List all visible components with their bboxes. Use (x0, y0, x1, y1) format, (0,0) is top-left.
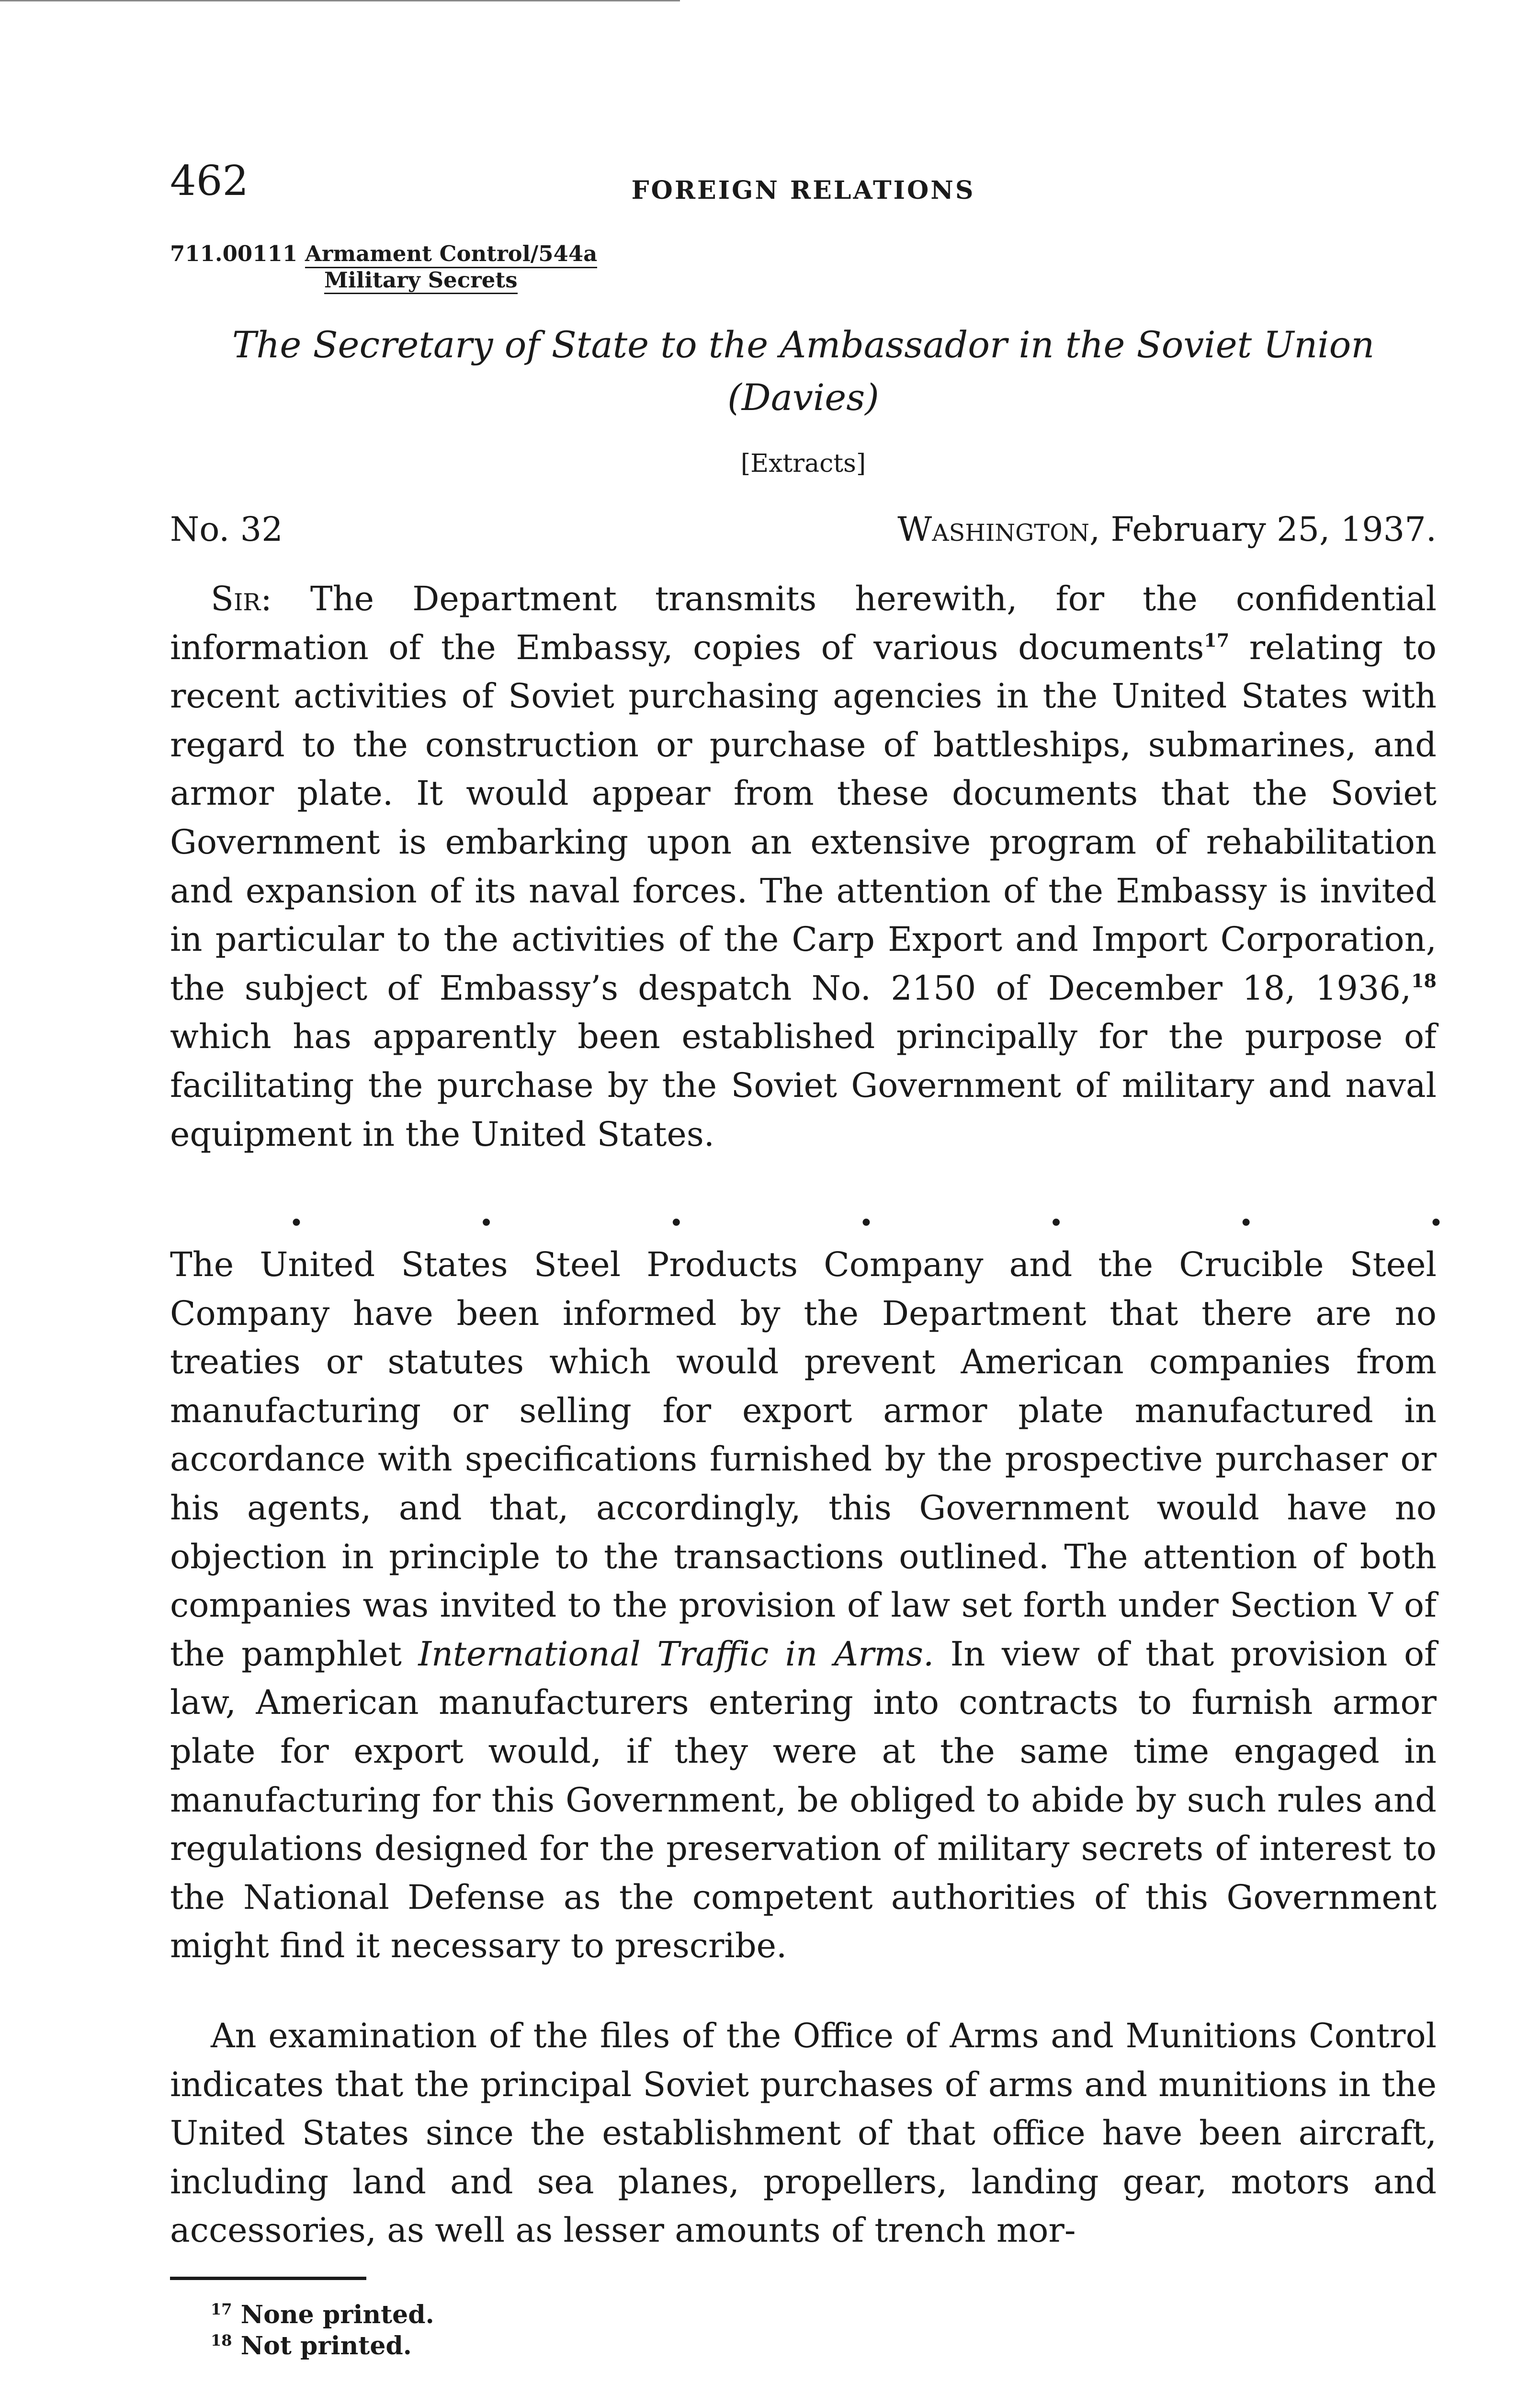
place: Washington (897, 510, 1089, 549)
ellipsis-dot: . (479, 1189, 493, 1234)
page-number: 462 (170, 157, 249, 205)
footnote-18 (211, 2330, 434, 2361)
footnote-ref-17: 17 (1204, 629, 1230, 651)
file-reference-prefix: 711.00111 (170, 241, 305, 266)
salutation: Sir (211, 579, 261, 618)
document-title-line-2: (Davies) (727, 376, 879, 419)
top-edge-rule (0, 0, 680, 1)
ellipsis-dot: . (859, 1189, 873, 1234)
document-title-line-1: The Secretary of State to the Ambassador in the Soviet Union (232, 323, 1375, 366)
paragraph-2-text-b: In view of that provision of law, American manufacturers entering into contracts to furnish armor plate for export would, if they were at the same time engaged in manufacturing for this Government, be obliged to abide by such rules and regulations designed for the preservation of military secrets of interest to the National Defense as the competent authorities of this Government might find it necessary to prescribe. (170, 1634, 1437, 1966)
file-reference (170, 242, 597, 294)
paragraph-3: An examination of the files of the Office of Arms and Munitions Control indicates that the principal Soviet purchases of arms and munitions in the United States since the establishment of that office have been aircraft, including land and sea planes, propellers, landing gear, motors and accessories, as well as lesser amounts of trench mor- (170, 2016, 1437, 2250)
paragraph-1-text-a: : The Department transmits herewith, for the confidential information of the Embassy, copies of various documents (170, 579, 1437, 667)
footnote-text: Not printed. (240, 2331, 412, 2361)
paragraph-1 (170, 575, 1437, 1159)
date: , February 25, 1937. (1089, 510, 1437, 549)
omission-ellipsis (290, 1189, 1443, 1234)
ellipsis-dot: . (1239, 1189, 1253, 1234)
file-reference-sub (170, 268, 597, 295)
document-title (170, 319, 1437, 424)
paragraph-1-text-b: relating to recent activities of Soviet purchasing agencies in the United States with regard to the construction or purchase of battleships, submarines, and armor plate. It would appear from these documents that the Soviet Government is embarking upon an extensive program of rehabilitation and expansion of its naval forces. The attention of the Embassy is invited in particular to the activities of the Carp Export and Import Corporation, the subject of Embassy’s despatch No. 2150 of December 18, 1936, (170, 627, 1437, 1008)
pamphlet-title: International Traffic in Arms. (418, 1634, 934, 1674)
ellipsis-dot: . (1429, 1189, 1443, 1234)
footnote-divider (170, 2277, 366, 2280)
footnote-mark: 18 (211, 2331, 232, 2349)
ellipsis-dot: . (1049, 1189, 1063, 1234)
footnote-text: None printed. (240, 2300, 434, 2329)
footnote-mark: 17 (211, 2300, 232, 2318)
extracts-label: [Extracts] (740, 449, 866, 478)
file-reference-main (170, 242, 597, 268)
footnote-17 (211, 2299, 434, 2330)
file-reference-underlined: Armament Control/544a (305, 242, 598, 268)
footnote-ref-18: 18 (1411, 969, 1437, 992)
running-head: FOREIGN RELATIONS (631, 176, 975, 205)
footnotes (211, 2299, 434, 2361)
ellipsis-dot: . (669, 1189, 683, 1234)
paragraph-2-text-a: The United States Steel Products Company and the Crucible Steel Company have been informed by the Department that there are no treaties or statutes which would prevent American companies from manufacturing or selling for export armor plate manufactured in accordance with specifications furnished by the prospective purchaser or his agents, and that, accordingly, this Government would have no objection in principle to the transactions outlined. The attention of both companies was invited to the provision of law set forth under Section V of the pamphlet (170, 1245, 1437, 1674)
document-number: No. 32 (170, 510, 283, 549)
page-header (170, 151, 1437, 218)
paragraph-2 (170, 1241, 1437, 1971)
file-reference-sub-text: Military Secrets (324, 268, 518, 295)
place-and-date (897, 505, 1437, 553)
ellipsis-dot: . (290, 1189, 303, 1234)
paragraph-1-text-c: which has apparently been established principally for the purpose of facilitating the purchase by the Soviet Government of military and naval equipment in the United States. (170, 1017, 1437, 1154)
